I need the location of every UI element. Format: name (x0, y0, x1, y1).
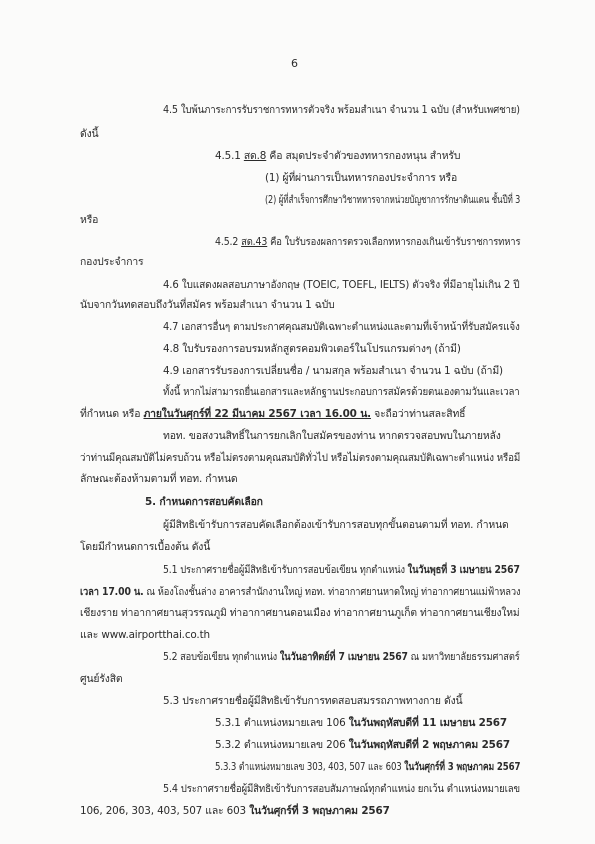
item-4-8: 4.8 ใบรับรองการอบรมหลักสูตรคอมพิวเตอร์ในโปรแกรมต่างๆ (ถ้ามี) (163, 343, 461, 355)
text-line: เชียงราย ท่าอากาศยานสุวรรณภูมิ ท่าอากาศยานดอนเมือง ท่าอากาศยานภูเก็ต ท่าอากาศยานเชียงใหม่ (80, 607, 520, 619)
text-line: ทอท. ขอสงวนสิทธิ์ในการยกเลิกใบสมัครของท่าน หากตรวจสอบพบในภายหลัง (163, 430, 501, 442)
item-4-5-2: 4.5.2 สด.43 คือ ใบรับรองผลการตรวจเลือกทหารกองเกินเข้ารับราชการทหาร (215, 236, 521, 248)
item-5-3-2: 5.3.2 ตำแหน่งหมายเลข 206 ในวันพฤหัสบดีที่ 2 พฤษภาคม 2567 (215, 739, 510, 751)
sd8-term: สด.8 (243, 150, 267, 162)
section-heading: 5. กำหนดการสอบคัดเลือก (145, 496, 263, 508)
text-line: ทั้งนี้ หากไม่สามารถยื่นเอกสารและหลักฐานประกอบการสมัครด้วยตนเองตามวันและเวลา (163, 386, 520, 398)
page-number: 6 (291, 57, 298, 70)
item-5-1: 5.1 ประกาศรายชื่อผู้มีสิทธิเข้ารับการสอบข้อเขียน ทุกตำแหน่ง ในวันพุธที่ 3 เมษายน 2567 (163, 564, 520, 576)
text-line: ดังนี้ (80, 128, 99, 140)
deadline-line: ที่กำหนด หรือ ภายในวันศุกร์ที่ 22 มีนาคม 2567 เวลา 16.00 น. จะถือว่าท่านสละสิทธิ์ (80, 408, 466, 420)
item-5-3-1: 5.3.1 ตำแหน่งหมายเลข 106 ในวันพฤหัสบดีที่ 11 เมษายน 2567 (215, 717, 507, 729)
text-line: ลักษณะต้องห้ามตามที่ ทอท. กำหนด (80, 473, 238, 485)
item-5-4: 5.4 ประกาศรายชื่อผู้มีสิทธิเข้ารับการสอบสัมภาษณ์ทุกตำแหน่ง ยกเว้น ตำแหน่งหมายเลข (163, 783, 520, 795)
item-5-2: 5.2 สอบข้อเขียน ทุกตำแหน่ง ในวันอาทิตย์ที่ 7 เมษายน 2567 ณ มหาวิทยาลัยธรรมศาสตร์ (163, 651, 520, 663)
text-line: กองประจำการ (80, 256, 144, 268)
item-4-6: 4.6 ใบแสดงผลสอบภาษาอังกฤษ (TOEIC, TOEFL, IELTS) ตัวจริง ที่มีอายุไม่เกิน 2 ปี (163, 279, 520, 291)
item-5-3: 5.3 ประกาศรายชื่อผู้มีสิทธิเข้ารับการทดสอบสมรรถภาพทางกาย ดังนี้ (163, 695, 463, 707)
item-4-7: 4.7 เอกสารอื่นๆ ตามประกาศคุณสมบัติเฉพาะตำแหน่งและตามที่เจ้าหน้าที่รับสมัครแจ้ง (163, 321, 520, 333)
sub-item-2: (2) ผู้ที่สำเร็จการศึกษาวิชาทหารจากหน่วยบัญชาการรักษาดินแดน ชั้นปีที่ 3 (265, 194, 521, 206)
item-4-5: 4.5 ใบพ้นภาระการรับราชการทหารตัวจริง พร้อมสำเนา จำนวน 1 ฉบับ (สำหรับเพศชาย) (163, 104, 520, 116)
text-line: นับจากวันทดสอบถึงวันที่สมัคร พร้อมสำเนา จำนวน 1 ฉบับ (80, 299, 335, 311)
website-line: และ www.airportthai.co.th (80, 629, 210, 641)
sd43-term: สด.43 (241, 236, 268, 248)
text-line: เวลา 17.00 น. ณ ห้องโถงชั้นล่าง อาคารสำนักงานใหญ่ ทอท. ท่าอากาศยานหาดใหญ่ ท่าอากาศยานแม่ฟ้าหลวง (80, 586, 521, 598)
item-4-9: 4.9 เอกสารรับรองการเปลี่ยนชื่อ / นามสกุล พร้อมสำเนา จำนวน 1 ฉบับ (ถ้ามี) (163, 365, 503, 377)
text-line: ศูนย์รังสิต (80, 673, 123, 685)
text-line: ว่าท่านมีคุณสมบัติไม่ครบถ้วน หรือไม่ตรงตามคุณสมบัติทั่วไป หรือไม่ตรงตามคุณสมบัติเฉพาะตำแหน่ง หรือมี (80, 452, 521, 464)
text-line: 106, 206, 303, 403, 507 และ 603 ในวันศุกร์ที่ 3 พฤษภาคม 2567 (80, 805, 390, 817)
text-line: โดยมีกำหนดการเบื้องต้น ดังนี้ (80, 541, 211, 553)
deadline-date: ภายในวันศุกร์ที่ 22 มีนาคม 2567 เวลา 16.00 น. (143, 408, 371, 420)
text-line: ผู้มีสิทธิเข้ารับการสอบคัดเลือกต้องเข้ารับการสอบทุกขั้นตอนตามที่ ทอท. กำหนด (163, 519, 509, 531)
item-5-3-3: 5.3.3 ตำแหน่งหมายเลข 303, 403, 507 และ 603 ในวันศุกร์ที่ 3 พฤษภาคม 2567 (215, 761, 521, 773)
text-line: หรือ (80, 214, 99, 226)
sub-item-1: (1) ผู้ที่ผ่านการเป็นทหารกองประจำการ หรือ (265, 172, 458, 184)
item-4-5-1: 4.5.1 สด.8 คือ สมุดประจำตัวของทหารกองหนุน สำหรับ (215, 150, 461, 162)
